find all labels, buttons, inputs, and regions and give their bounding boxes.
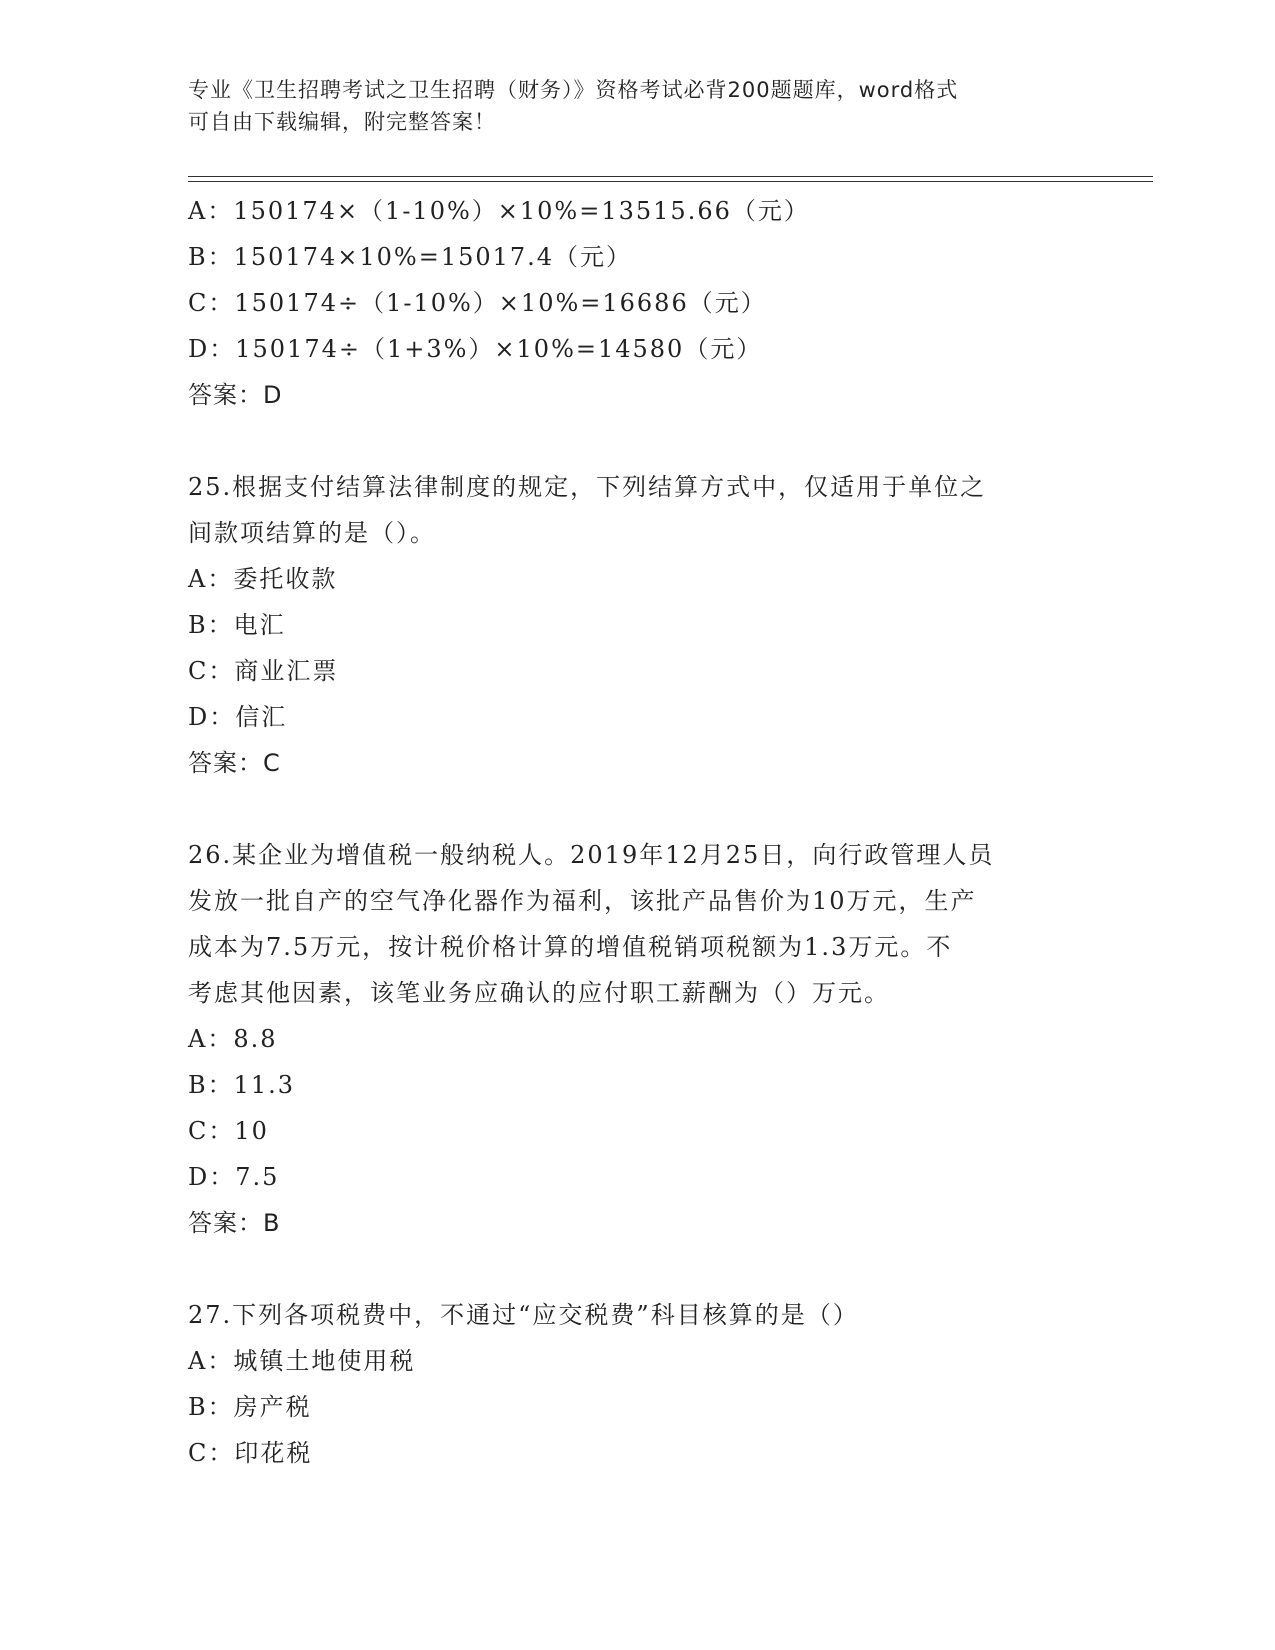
question-stem-line: 25.根据支付结算法律制度的规定，下列结算方式中，仅适用于单位之 (188, 473, 987, 501)
header-rule-top (188, 176, 1153, 177)
option-b: B：150174×10%=15017.4（元） (188, 243, 633, 271)
option-c: C：商业汇票 (188, 657, 339, 685)
spacer (188, 786, 1088, 832)
option-a: A：150174×（1-10%）×10%=13515.66（元） (188, 197, 810, 225)
answer: 答案：D (188, 381, 283, 409)
question-stem-line: 成本为7.5万元，按计税价格计算的增值税销项税额为1.3万元。不 (188, 933, 953, 961)
option-c: C：10 (188, 1117, 269, 1145)
question-stem-line: 发放一批自产的空气净化器作为福利，该批产品售价为10万元，生产 (188, 887, 977, 915)
header-line-2: 可自由下载编辑，附完整答案！ (188, 110, 496, 134)
question-stem-line: 26.某企业为增值税一般纳税人。2019年12月25日，向行政管理人员 (188, 841, 995, 869)
question-24 (188, 188, 1088, 418)
question-27 (188, 1292, 1088, 1476)
question-25 (188, 464, 1088, 786)
option-a: A：委托收款 (188, 565, 338, 593)
question-26 (188, 832, 1088, 1246)
option-c: C：印花税 (188, 1439, 313, 1467)
spacer (188, 1246, 1088, 1292)
document-body (188, 188, 1088, 1476)
option-d: D：7.5 (188, 1163, 280, 1191)
option-a: A：8.8 (188, 1025, 278, 1053)
spacer (188, 418, 1088, 464)
option-b: B：11.3 (188, 1071, 296, 1099)
header-rule-bottom (188, 181, 1153, 182)
question-stem-line: 考虑其他因素，该笔业务应确认的应付职工薪酬为（）万元。 (188, 979, 890, 1007)
option-b: B：房产税 (188, 1393, 312, 1421)
option-d: D：信汇 (188, 703, 288, 731)
question-stem-line: 间款项结算的是（）。 (188, 519, 436, 547)
option-d: D：150174÷（1+3%）×10%=14580（元） (188, 335, 763, 363)
answer: 答案：B (188, 1209, 281, 1237)
answer: 答案：C (188, 749, 281, 777)
option-a: A：城镇土地使用税 (188, 1347, 416, 1375)
question-stem-line: 27.下列各项税费中，不通过“应交税费”科目核算的是（） (188, 1301, 859, 1329)
option-c: C：150174÷（1-10%）×10%=16686（元） (188, 289, 767, 317)
header-line-1: 专业《卫生招聘考试之卫生招聘（财务）》资格考试必背200题题库，word格式 (188, 78, 959, 102)
document-header (188, 74, 1088, 138)
option-b: B：电汇 (188, 611, 286, 639)
